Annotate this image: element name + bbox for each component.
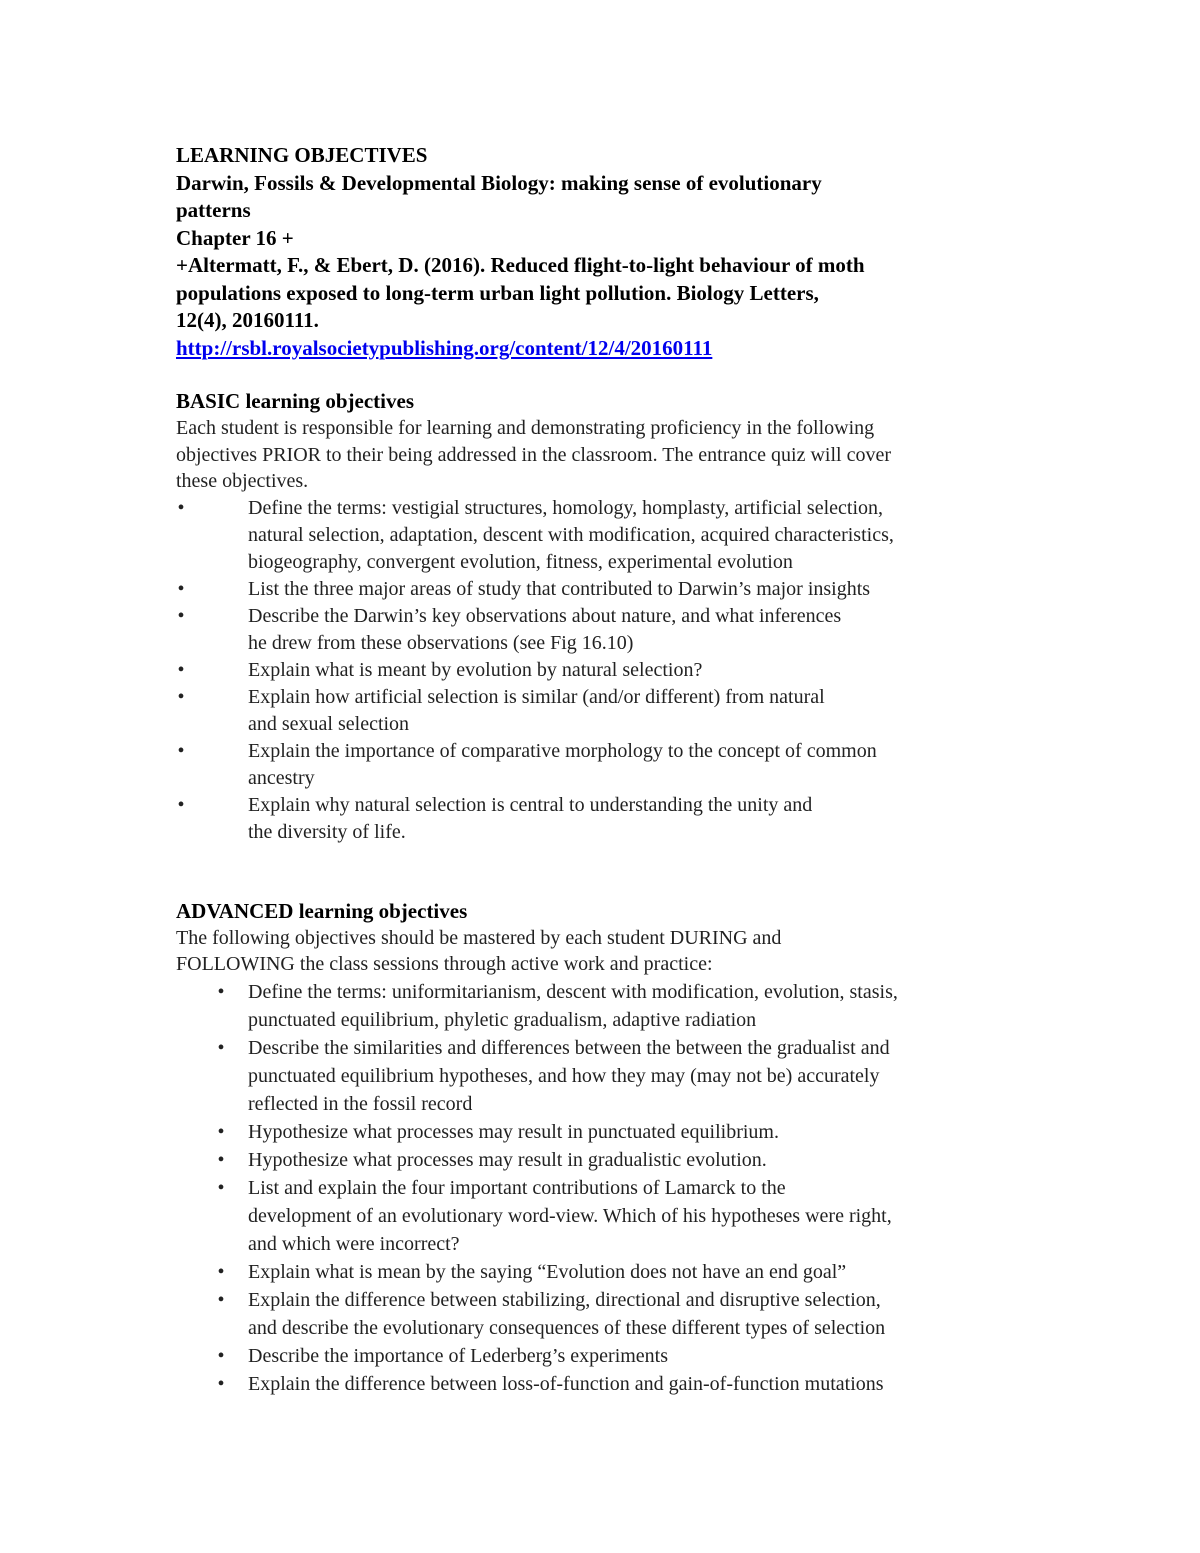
basic-section	[176, 388, 1056, 846]
list-item	[176, 1034, 1056, 1118]
bullet-icon: •	[177, 658, 185, 681]
list-item-line: development of an evolutionary word-view. Which of his hypotheses were right,	[248, 1204, 892, 1227]
list-item-line: Define the terms: vestigial structures, homology, homplasty, artificial selection,	[248, 496, 884, 519]
document-page	[176, 142, 1056, 1398]
list-item-line: and sexual selection	[248, 712, 410, 735]
doc-title: LEARNING OBJECTIVES	[176, 143, 428, 167]
bullet-icon: •	[177, 604, 185, 627]
list-item	[176, 738, 1056, 792]
bullet-icon: •	[177, 577, 185, 600]
bullet-icon: •	[177, 496, 185, 519]
list-item	[176, 1146, 1056, 1174]
list-item-line: the diversity of life.	[248, 820, 406, 843]
list-item-line: natural selection, adaptation, descent with modification, acquired characteristics,	[248, 523, 894, 546]
list-item-line: Explain what is mean by the saying “Evolution does not have an end goal”	[248, 1260, 847, 1283]
bullet-icon: •	[217, 1288, 225, 1311]
doc-chapter: Chapter 16 +	[176, 225, 294, 250]
list-item	[176, 603, 1056, 657]
advanced-section	[176, 898, 1056, 1398]
list-item	[176, 978, 1056, 1034]
advanced-objectives-list	[176, 978, 1056, 1398]
reference-line-1: +Altermatt, F., & Ebert, D. (2016). Reduced flight-to-light behaviour of moth	[176, 253, 865, 277]
list-item-line: Explain the difference between stabilizing, directional and disruptive selection,	[248, 1288, 881, 1311]
bullet-icon: •	[217, 1260, 225, 1283]
list-item-line: List the three major areas of study that contributed to Darwin’s major insights	[248, 577, 871, 600]
list-item-line: and describe the evolutionary consequences of these different types of selection	[248, 1316, 886, 1339]
bullet-icon: •	[217, 1176, 225, 1199]
list-item	[176, 1174, 1056, 1258]
list-item-line: he drew from these observations (see Fig 16.10)	[248, 631, 634, 654]
list-item	[176, 1286, 1056, 1342]
bullet-icon: •	[217, 1344, 225, 1367]
list-item	[176, 657, 1056, 684]
list-item-line: and which were incorrect?	[248, 1232, 460, 1255]
list-item	[176, 1258, 1056, 1286]
list-item-line: Hypothesize what processes may result in gradualistic evolution.	[248, 1148, 767, 1171]
bullet-icon: •	[217, 1120, 225, 1143]
advanced-intro-line-2: FOLLOWING the class sessions through active work and practice:	[176, 953, 713, 975]
list-item-line: Explain the importance of comparative morphology to the concept of common	[248, 739, 877, 762]
list-item	[176, 1370, 1056, 1398]
bullet-icon: •	[177, 685, 185, 708]
list-item-line: Explain why natural selection is central to understanding the unity and	[248, 793, 813, 816]
list-item	[176, 684, 1056, 738]
list-item-line: ancestry	[248, 766, 315, 789]
list-item-line: punctuated equilibrium hypotheses, and how they may (may not be) accurately	[248, 1064, 880, 1087]
list-item-line: List and explain the four important contributions of Lamarck to the	[248, 1176, 786, 1199]
advanced-intro-line-1: The following objectives should be mastered by each student DURING and	[176, 926, 782, 949]
bullet-icon: •	[177, 739, 185, 762]
bullet-icon: •	[217, 1036, 225, 1059]
list-item-line: Describe the Darwin’s key observations about nature, and what inferences	[248, 604, 842, 627]
list-item	[176, 1118, 1056, 1146]
document-header	[176, 142, 1056, 362]
basic-intro-line-1: Each student is responsible for learning and demonstrating proficiency in the following	[176, 417, 875, 439]
bullet-icon: •	[177, 793, 185, 816]
list-item	[176, 495, 1056, 576]
basic-objectives-list	[176, 495, 1056, 846]
basic-intro-line-2: objectives PRIOR to their being addressed in the classroom. The entrance quiz will cover	[176, 443, 891, 466]
list-item-line: Describe the similarities and differences between the between the gradualist and	[248, 1036, 890, 1059]
reference-link[interactable]: http://rsbl.royalsocietypublishing.org/content/12/4/20160111	[176, 335, 713, 360]
basic-section-title: BASIC learning objectives	[176, 389, 414, 413]
list-item-line: Define the terms: uniformitarianism, descent with modification, evolution, stasis,	[248, 980, 898, 1003]
list-item-line: Hypothesize what processes may result in punctuated equilibrium.	[248, 1120, 779, 1143]
list-item-line: reflected in the fossil record	[248, 1092, 473, 1115]
bullet-icon: •	[217, 980, 225, 1003]
list-item-line: biogeography, convergent evolution, fitness, experimental evolution	[248, 550, 793, 573]
list-item	[176, 576, 1056, 603]
list-item-line: Describe the importance of Lederberg’s experiments	[248, 1344, 669, 1367]
list-item	[176, 792, 1056, 846]
basic-intro-line-3: these objectives.	[176, 470, 309, 492]
doc-subtitle-line-1: Darwin, Fossils & Developmental Biology: making sense of evolutionary	[176, 170, 822, 195]
doc-subtitle-line-2: patterns	[176, 198, 251, 222]
list-item-line: Explain what is meant by evolution by natural selection?	[248, 658, 703, 681]
advanced-section-title: ADVANCED learning objectives	[176, 898, 468, 923]
list-item	[176, 1342, 1056, 1370]
list-item-line: punctuated equilibrium, phyletic gradualism, adaptive radiation	[248, 1008, 757, 1031]
bullet-icon: •	[217, 1148, 225, 1171]
reference-line-3: 12(4), 20160111.	[176, 308, 319, 332]
list-item-line: Explain how artificial selection is similar (and/or different) from natural	[248, 685, 825, 708]
bullet-icon: •	[217, 1372, 225, 1395]
list-item-line: Explain the difference between loss-of-function and gain-of-function mutations	[248, 1372, 884, 1395]
reference-line-2: populations exposed to long-term urban light pollution. Biology Letters,	[176, 280, 819, 305]
